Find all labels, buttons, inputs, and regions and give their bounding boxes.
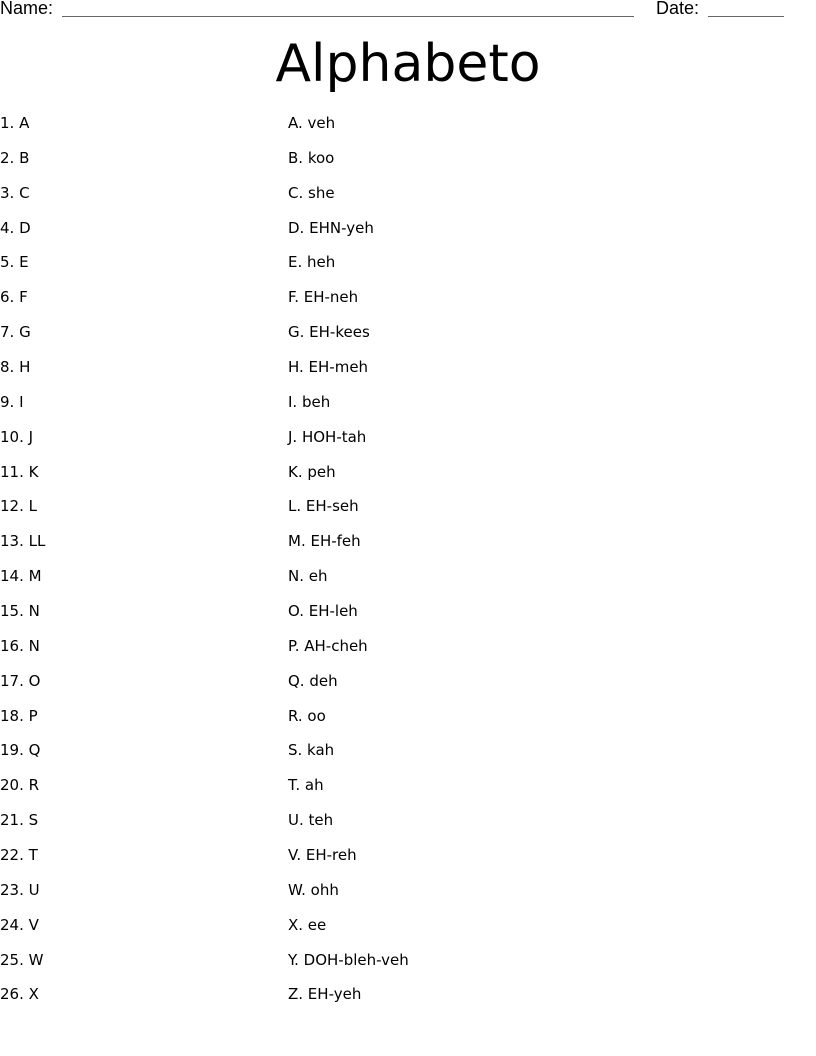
list-item	[0, 530, 816, 565]
list-item	[0, 217, 816, 252]
pronunciation-label: B. koo	[288, 148, 335, 167]
date-blank-line	[708, 16, 784, 17]
term-label: 8. H	[0, 358, 31, 377]
term-label: 26. X	[0, 985, 39, 1004]
list-item	[0, 426, 816, 461]
pronunciation-label: V. EH-reh	[288, 846, 357, 865]
term-label: 16. N	[0, 636, 40, 655]
pronunciation-label: L. EH-seh	[288, 497, 359, 516]
pronunciation-label: I. beh	[288, 392, 331, 411]
list-item	[0, 321, 816, 356]
pronunciation-label: X. ee	[288, 915, 327, 934]
list-item	[0, 844, 816, 879]
pronunciation-label: S. kah	[288, 741, 335, 760]
list-item	[0, 251, 816, 286]
list-item	[0, 635, 816, 670]
pronunciation-label: C. she	[288, 183, 335, 202]
term-label: 3. C	[0, 183, 30, 202]
pronunciation-label: M. EH-feh	[288, 532, 361, 551]
worksheet-title: Alphabeto	[275, 34, 541, 94]
name-label: Name:	[0, 0, 54, 18]
term-label: 1. A	[0, 114, 30, 132]
pronunciation-label: Y. DOH-bleh-veh	[288, 950, 409, 969]
list-item	[0, 774, 816, 809]
pronunciation-label: R. oo	[288, 706, 326, 725]
pronunciation-label: H. EH-meh	[288, 358, 369, 377]
term-label: 4. D	[0, 218, 31, 237]
term-label: 19. Q	[0, 741, 41, 760]
term-label: 20. R	[0, 776, 40, 795]
term-label: 2. B	[0, 148, 30, 167]
term-label: 6. F	[0, 288, 28, 307]
list-item	[0, 670, 816, 705]
list-item	[0, 112, 816, 147]
list-item	[0, 705, 816, 740]
list-item	[0, 809, 816, 844]
list-item	[0, 600, 816, 635]
pronunciation-label: U. teh	[288, 811, 334, 830]
term-label: 22. T	[0, 846, 38, 865]
pronunciation-label: E. heh	[288, 253, 336, 272]
list-item	[0, 914, 816, 949]
date-label: Date:	[656, 0, 700, 18]
term-label: 12. L	[0, 497, 37, 516]
list-item	[0, 147, 816, 182]
list-item	[0, 879, 816, 914]
pronunciation-label: K. peh	[288, 462, 336, 481]
term-label: 9. I	[0, 392, 24, 411]
pronunciation-label: Q. deh	[288, 671, 338, 690]
list-item	[0, 356, 816, 391]
term-label: 25. W	[0, 950, 44, 969]
list-item	[0, 391, 816, 426]
pronunciation-label: J. HOH-tah	[288, 427, 367, 446]
pronunciation-label: A. veh	[288, 114, 336, 132]
pronunciation-label: O. EH-leh	[288, 602, 358, 621]
term-label: 14. M	[0, 567, 42, 586]
term-label: 13. LL	[0, 532, 46, 551]
term-label: 23. U	[0, 880, 40, 899]
list-item	[0, 182, 816, 217]
list-item	[0, 949, 816, 984]
term-label: 21. S	[0, 811, 39, 830]
term-label: 5. E	[0, 253, 29, 272]
pronunciation-label: Z. EH-yeh	[288, 985, 362, 1004]
list-item	[0, 461, 816, 496]
name-blank-line	[62, 16, 634, 17]
term-label: 11. K	[0, 462, 39, 481]
list-item	[0, 983, 816, 1018]
term-label: 18. P	[0, 706, 38, 725]
matching-list	[0, 112, 816, 1018]
term-label: 17. O	[0, 671, 41, 690]
list-item	[0, 739, 816, 774]
worksheet-header	[0, 0, 816, 24]
term-label: 24. V	[0, 915, 39, 934]
term-label: 10. J	[0, 427, 34, 446]
term-label: 15. N	[0, 602, 40, 621]
list-item	[0, 286, 816, 321]
pronunciation-label: G. EH-kees	[288, 323, 370, 342]
pronunciation-label: W. ohh	[288, 880, 339, 899]
list-item	[0, 495, 816, 530]
pronunciation-label: N. eh	[288, 567, 328, 586]
term-label: 7. G	[0, 323, 31, 342]
pronunciation-label: P. AH-cheh	[288, 636, 368, 655]
pronunciation-label: F. EH-neh	[288, 288, 359, 307]
pronunciation-label: T. ah	[288, 776, 324, 795]
list-item	[0, 565, 816, 600]
pronunciation-label: D. EHN-yeh	[288, 218, 374, 237]
